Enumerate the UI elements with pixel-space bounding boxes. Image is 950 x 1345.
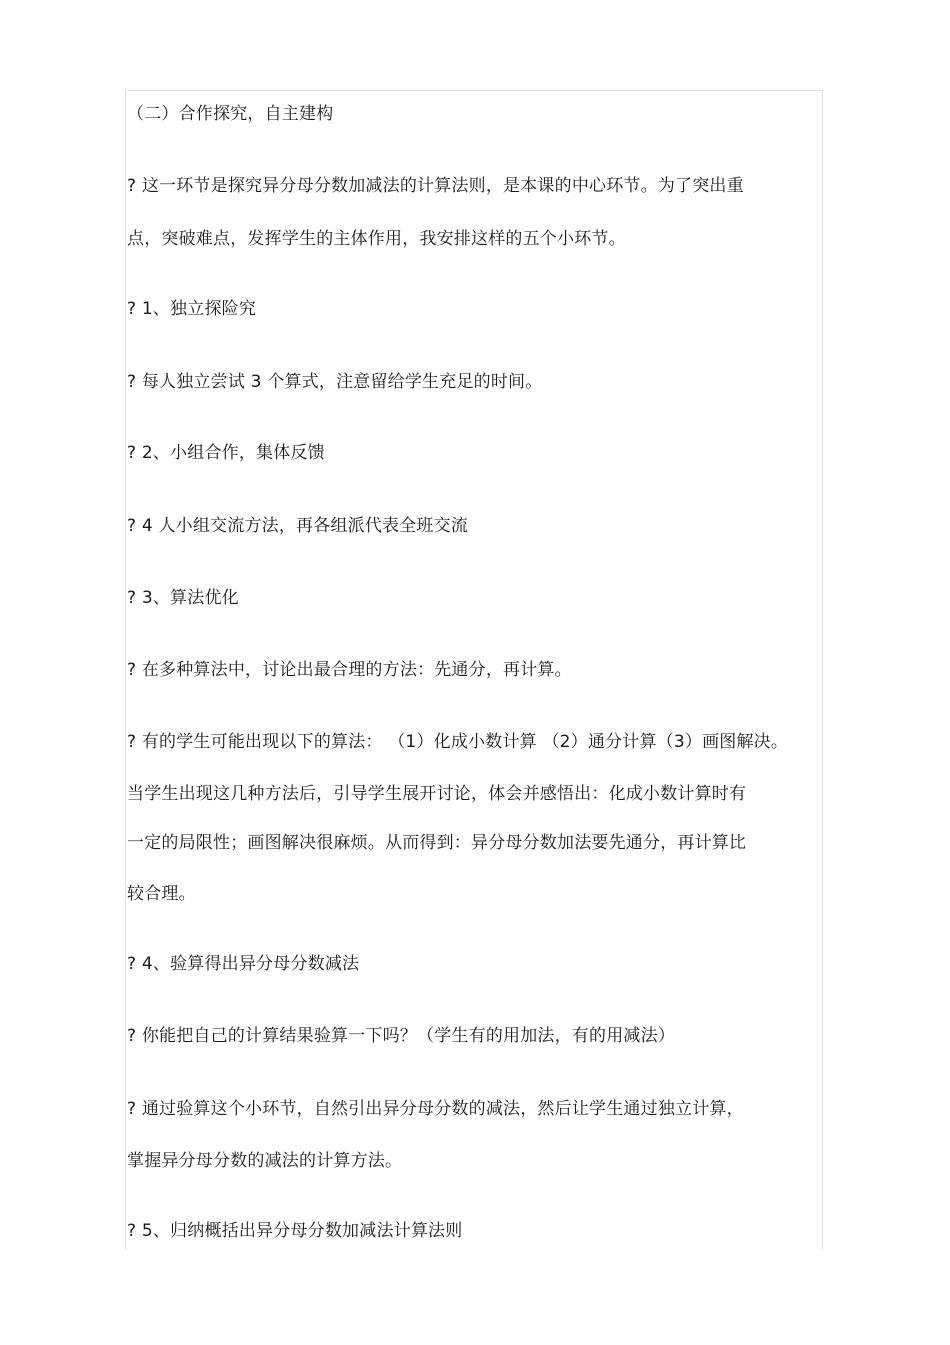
step-heading-5: ? 5、归纳概括出异分母分数加减法计算法则 [127,1221,463,1241]
paragraph-line: ? 你能把自己的计算结果验算一下吗？（学生有的用加法，有的用减法） [127,1026,676,1046]
paragraph-line: 一定的局限性；画图解决很麻烦。从而得到：异分母分数加法要先通分，再计算比 [127,833,747,853]
paragraph-line: ? 4 人小组交流方法，再各组派代表全班交流 [127,516,469,536]
section-heading: （二）合作探究，自主建构 [127,104,334,124]
paragraph-line: 点，突破难点，发挥学生的主体作用，我安排这样的五个小环节。 [127,229,626,249]
step-heading-4: ? 4、验算得出异分母分数减法 [127,954,360,974]
paragraph-line: ? 有的学生可能出现以下的算法： （1）化成小数计算 （2）通分计算（3）画图解决。 [127,732,789,752]
paragraph-line: 较合理。 [127,884,196,904]
paragraph-line: ? 通过验算这个小环节，自然引出异分母分数的减法，然后让学生通过独立计算， [127,1099,744,1119]
step-heading-1: ? 1、独立探险究 [127,299,257,319]
paragraph-line: 掌握异分母分数的减法的计算方法。 [127,1151,403,1171]
paragraph-line: ? 在多种算法中，讨论出最合理的方法：先通分，再计算。 [127,660,572,680]
paragraph-line: ? 每人独立尝试 3 个算式，注意留给学生充足的时间。 [127,372,543,392]
paragraph-line: ? 这一环节是探究异分母分数加减法的计算法则，是本课的中心环节。为了突出重 [127,176,744,196]
step-heading-2: ? 2、小组合作，集体反馈 [127,443,325,463]
step-heading-3: ? 3、算法优化 [127,588,239,608]
paragraph-line: 当学生出现这几种方法后，引导学生展开讨论，体会并感悟出：化成小数计算时有 [127,784,747,804]
